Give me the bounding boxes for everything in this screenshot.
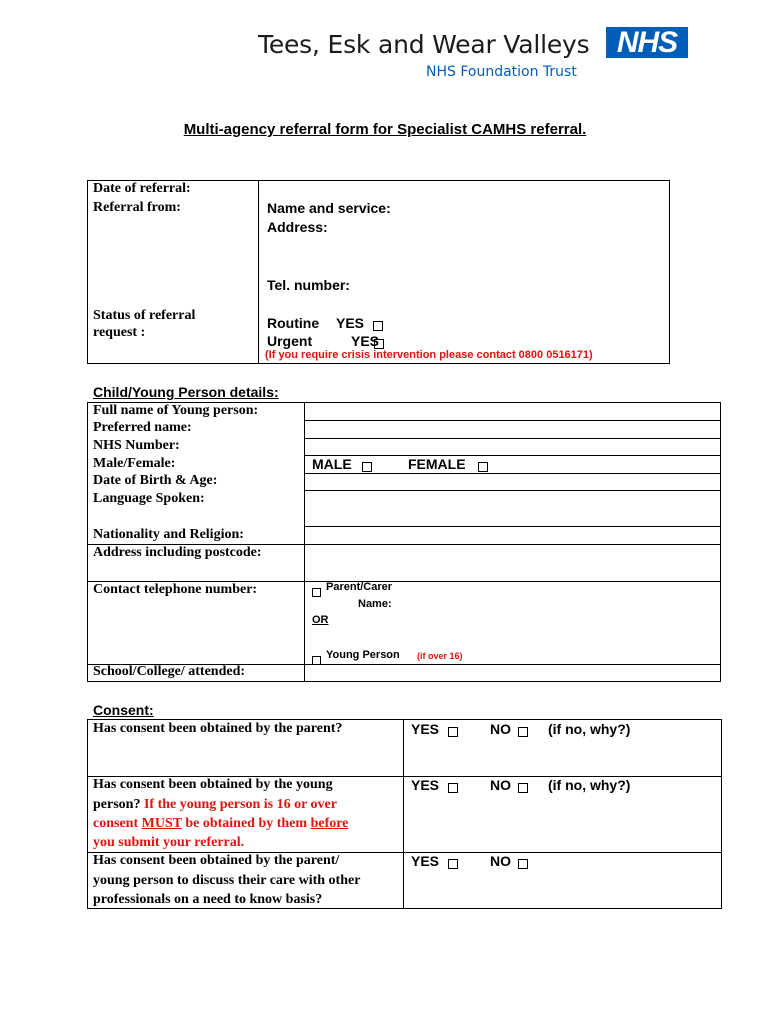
q2-yes-checkbox[interactable] <box>448 779 458 797</box>
form-title: Multi-agency referral form for Specialist CAMHS referral. <box>183 121 587 138</box>
full-name-label: Full name of Young person: <box>93 403 259 418</box>
or-label: OR <box>312 614 329 626</box>
dob-age-label: Date of Birth & Age: <box>93 473 218 488</box>
if-over-16-note: (if over 16) <box>417 651 463 661</box>
q1-why-label: (if no, why?) <box>548 721 631 737</box>
consent-heading: Consent: <box>93 702 154 718</box>
row-line <box>304 420 721 421</box>
q1-yes-checkbox[interactable] <box>448 723 458 741</box>
parent-name-label: Name: <box>358 598 392 610</box>
q2-person-text: person? <box>93 797 141 812</box>
status-label: Status of referral <box>93 308 196 323</box>
nhs-number-label: NHS Number: <box>93 438 180 453</box>
referral-from-label: Referral from: <box>93 200 181 215</box>
q3-no-checkbox[interactable] <box>518 855 528 873</box>
q2-before-text: before <box>310 816 349 831</box>
q1-no-label: NO <box>490 721 511 737</box>
status-label-2: request : <box>93 325 146 340</box>
row-line <box>304 490 721 491</box>
routine-yes-label: YES <box>336 315 365 331</box>
q3-yes-label: YES <box>411 853 440 869</box>
consent-question-2-line3 <box>93 816 348 832</box>
consent-question-2-line4: you submit your referral. <box>93 835 245 850</box>
crisis-note: (If you require crisis intervention please contact 0800 0516171) <box>265 349 593 361</box>
q3-yes-checkbox[interactable] <box>448 855 458 873</box>
school-label: School/College/ attended: <box>93 664 246 679</box>
q2-must-text: MUST <box>141 816 182 831</box>
routine-label: Routine <box>267 315 320 331</box>
address-label: Address including postcode: <box>93 545 262 560</box>
male-label: MALE <box>312 456 352 472</box>
young-person-checkbox[interactable] <box>312 651 321 669</box>
nhs-logo: NHS <box>606 27 688 58</box>
q1-yes-label: YES <box>411 721 440 737</box>
consent-table-divider <box>403 719 404 909</box>
q2-warning-text: If the young person is 16 or over <box>143 797 337 812</box>
parent-carer-label: Parent/Carer <box>326 581 393 593</box>
tel-number-field[interactable]: Tel. number: <box>267 277 350 293</box>
consent-question-2-line2 <box>93 797 337 813</box>
referral-divider <box>258 180 259 364</box>
female-label: FEMALE <box>408 456 466 472</box>
female-checkbox[interactable] <box>478 458 488 476</box>
q2-yes-label: YES <box>411 777 440 793</box>
young-person-label: Young Person <box>326 649 400 661</box>
q2-why-label: (if no, why?) <box>548 777 631 793</box>
consent-question-3-line1: Has consent been obtained by the parent/ <box>93 853 340 868</box>
q3-no-label: NO <box>490 853 511 869</box>
language-label: Language Spoken: <box>93 491 205 506</box>
urgent-yes-label: YES <box>351 333 380 349</box>
parent-carer-checkbox[interactable] <box>312 583 321 601</box>
organisation-name: Tees, Esk and Wear Valleys <box>258 30 590 59</box>
trust-name: NHS Foundation Trust <box>426 64 577 80</box>
nationality-label: Nationality and Religion: <box>93 527 244 542</box>
q2-consent-text: consent <box>93 816 139 831</box>
child-table-divider <box>304 402 305 682</box>
male-checkbox[interactable] <box>362 458 372 476</box>
q1-no-checkbox[interactable] <box>518 723 528 741</box>
q2-obtained-text: be obtained by them <box>185 816 308 831</box>
urgent-label: Urgent <box>267 333 313 349</box>
consent-question-2-line1: Has consent been obtained by the young <box>93 777 333 792</box>
preferred-name-label: Preferred name: <box>93 420 192 435</box>
date-of-referral-label: Date of referral: <box>93 181 191 196</box>
name-and-service-field[interactable]: Name and service: <box>267 200 391 216</box>
address-field[interactable]: Address: <box>267 219 328 235</box>
q2-no-checkbox[interactable] <box>518 779 528 797</box>
row-line <box>304 438 721 439</box>
row-line <box>304 455 721 456</box>
male-female-label: Male/Female: <box>93 456 176 471</box>
contact-telephone-label: Contact telephone number: <box>93 582 258 597</box>
consent-question-1: Has consent been obtained by the parent? <box>93 721 343 736</box>
q2-no-label: NO <box>490 777 511 793</box>
consent-question-3-line3: professionals on a need to know basis? <box>93 892 323 907</box>
consent-question-3-line2: young person to discuss their care with other <box>93 873 361 888</box>
child-details-heading: Child/Young Person details: <box>93 384 279 400</box>
row-line <box>304 526 721 527</box>
